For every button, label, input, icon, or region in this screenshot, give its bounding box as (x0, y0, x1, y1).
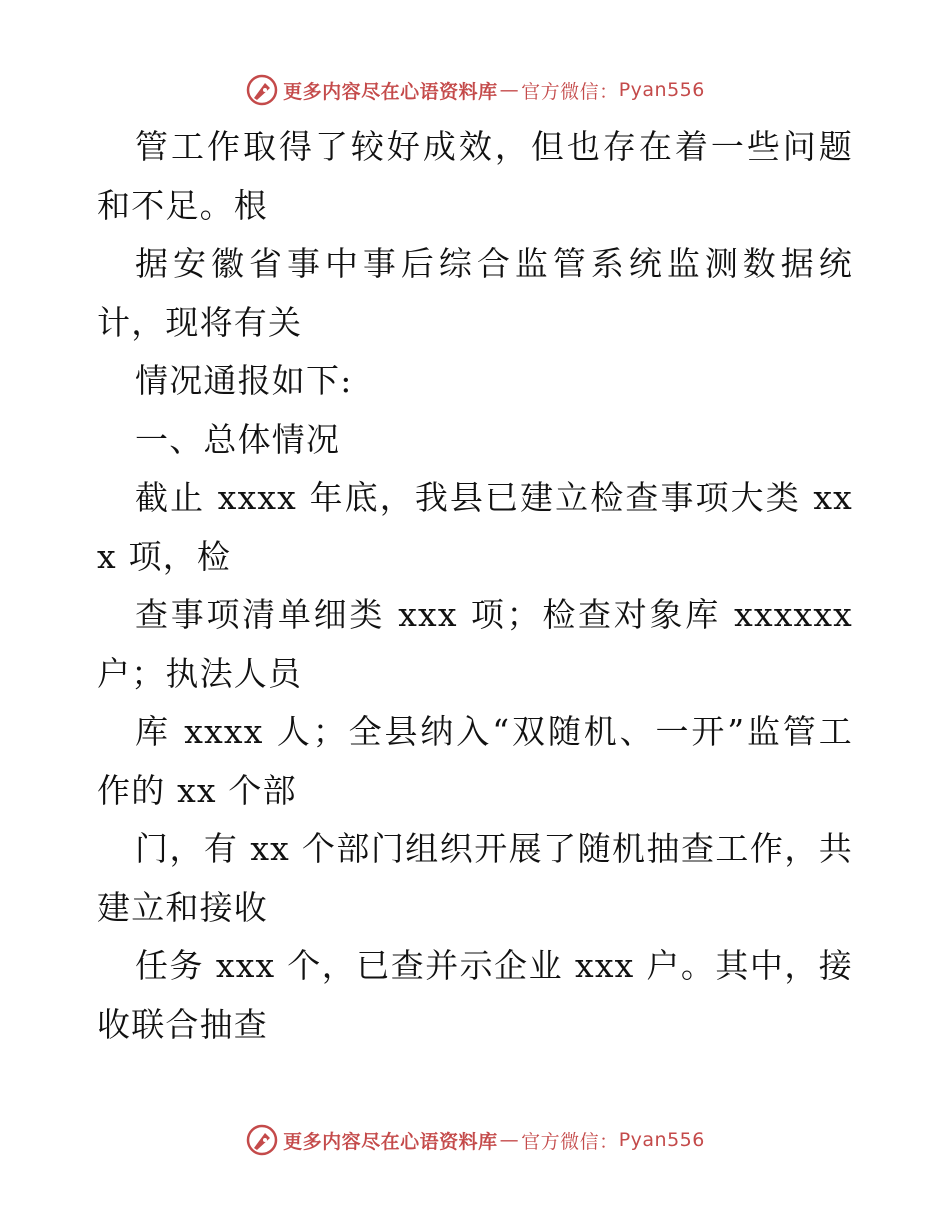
paragraph: 据安徽省事中事后综合监管系统监测数据统计，现将有关 (97, 244, 853, 342)
watermark-wechat-id: Pyan556 (618, 79, 705, 101)
pen-nib-logo-icon (245, 73, 279, 107)
paragraph: 库 xxxx 人；全县纳入“双随机、一开”监管工作的 xx 个部 (97, 712, 853, 810)
section-heading: 一、总体情况 (135, 419, 341, 459)
watermark-dash: — (499, 79, 520, 101)
paragraph: 截止 xxxx 年底，我县已建立检查事项大类 xxx 项，检 (97, 478, 853, 576)
pen-nib-logo-icon (245, 1123, 279, 1157)
paragraph: 任务 xxx 个，已查并示企业 xxx 户。其中，接收联合抽查 (97, 946, 853, 1044)
paragraph: 情况通报如下: (135, 361, 353, 400)
watermark-wechat-label: 官方微信： (521, 1130, 619, 1153)
watermark-wechat-id: Pyan556 (618, 1129, 705, 1151)
document-body (97, 118, 853, 1054)
paragraph: 门，有 xx 个部门组织开展了随机抽查工作，共建立和接收 (97, 829, 853, 927)
watermark-dash: — (499, 1129, 520, 1151)
footer-watermark (0, 1120, 950, 1160)
watermark-brand: 更多内容尽在心语资料库 (283, 1130, 498, 1153)
watermark-brand: 更多内容尽在心语资料库 (283, 80, 498, 103)
paragraph: 管工作取得了较好成效，但也存在着一些问题和不足。根 (97, 127, 853, 225)
header-watermark (0, 70, 950, 110)
paragraph: 查事项清单细类 xxx 项；检查对象库 xxxxxx 户；执法人员 (97, 595, 853, 693)
watermark-wechat-label: 官方微信： (521, 80, 619, 103)
